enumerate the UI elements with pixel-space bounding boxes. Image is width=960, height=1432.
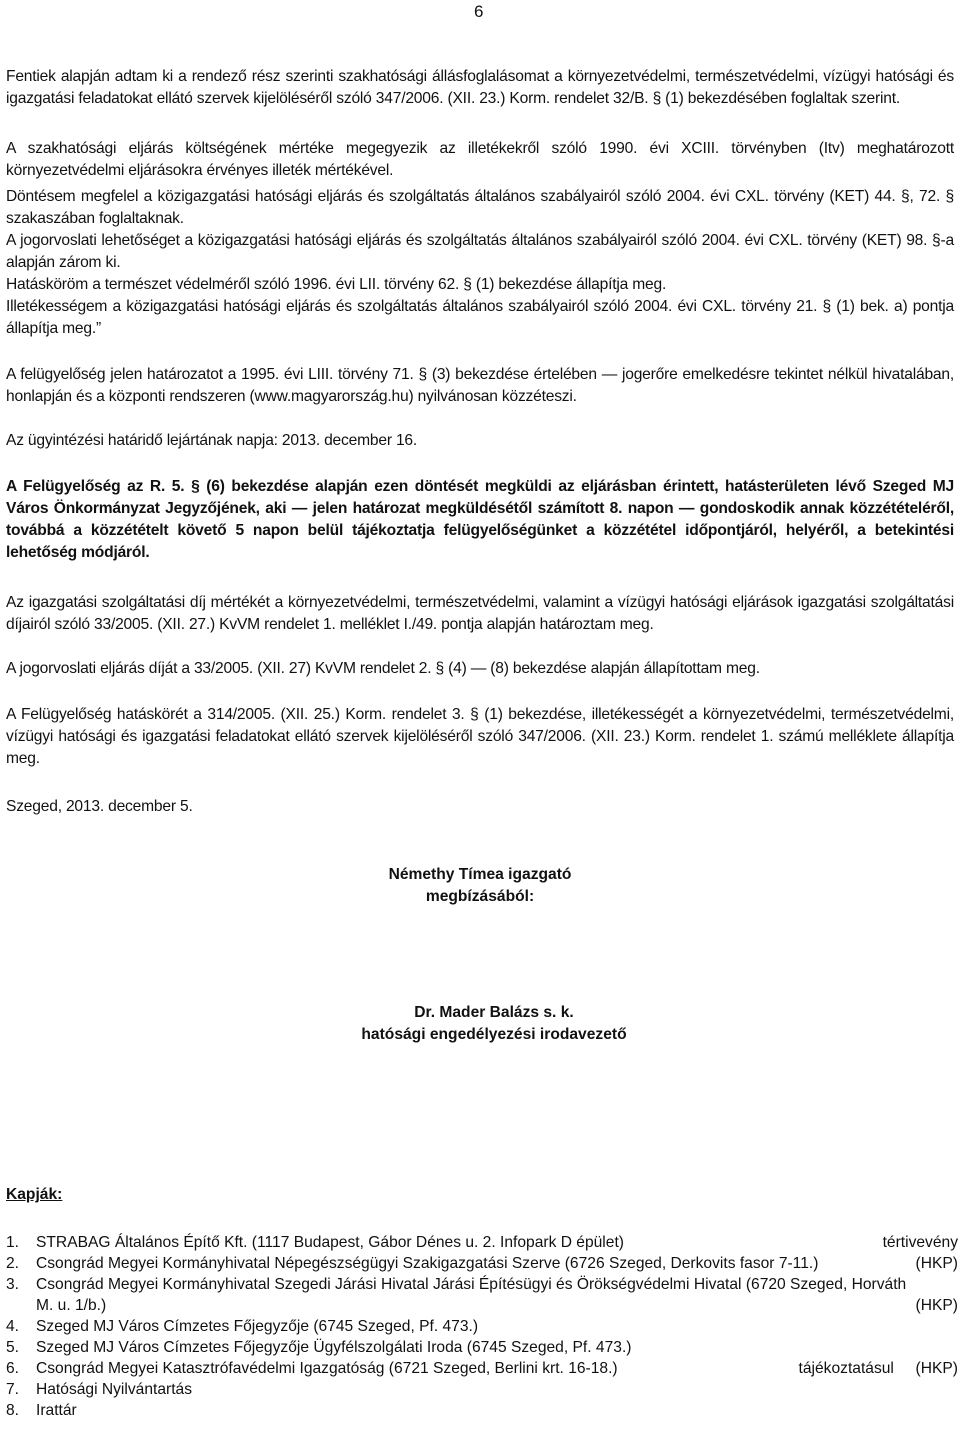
delivery-tag <box>946 1337 958 1358</box>
delivery-tag: tájékoztatásul (HKP) <box>798 1360 958 1377</box>
delivery-tag: (HKP) <box>915 1297 958 1314</box>
delivery-tag <box>946 1379 958 1400</box>
paragraph-basis: Fentiek alapján adtam ki a rendező rész szerinti szakhatósági állásfoglalásomat a környezetvédelmi, természetvédelmi, vízügyi hatósági és igazgatási feladatokat ellátó szervek kijelöléséről szóló 347/2006. (XII. 23.) Korm. rendelet 32/B. § (1) bekezdésében foglaltak szerint. <box>6 68 954 107</box>
paragraph-authority: A Felügyelőség hatáskörét a 314/2005. (XII. 25.) Korm. rendelet 3. § (1) bekezdése, illetékességét a környezetvédelmi, természetvédelmi, vízügyi hatósági és igazgatási feladatokat ellátó szervek kijelöléséről szóló 347/2006. (XII. 23.) Korm. rendelet 1. számú melléklete állapítja meg. <box>6 706 954 767</box>
list-item: 5. Szeged MJ Város Címzetes Főjegyzője Ügyfélszolgálati Iroda (6745 Szeged, Pf. 473.) <box>6 1337 958 1358</box>
delivery-tag <box>946 1400 958 1421</box>
paragraph-remedy: A jogorvoslati lehetőséget a közigazgatási hatósági eljárás és szolgáltatás általános szabályairól szóló 2004. évi CXL. törvény (KET) 98. §-a alapján zárom ki. <box>6 232 954 271</box>
place-date: Szeged, 2013. december 5. <box>6 798 193 815</box>
recipients-list <box>6 1232 958 1421</box>
recipients-title: Kapják: <box>6 1186 63 1203</box>
delivery-tag <box>946 1274 958 1295</box>
delivery-tag: tértivevény <box>882 1234 958 1251</box>
paragraph-fee: Az igazgatási szolgáltatási díj mértékét a környezetvédelmi, természetvédelmi, valamint a vízügyi hatósági eljárások igazgatási szolgáltatási díjairól szóló 33/2005. (XII. 27.) KvVM rendelet 1. melléklet I./49. pontja alapján határoztam meg. <box>6 594 954 633</box>
paragraph-remedy-fee: A jogorvoslati eljárás díját a 33/2005. (XII. 27) KvVM rendelet 2. § (4) — (8) bekezdése alapján állapítottam meg. <box>6 660 760 677</box>
list-item: 2. Csongrád Megyei Kormányhivatal Népegészségügyi Szakigazgatási Szerve (6726 Szeged, Derkovits fasor 7-11.) (HKP) <box>6 1255 958 1272</box>
list-item: 6. Csongrád Megyei Katasztrófavédelmi Igazgatóság (6721 Szeged, Berlini krt. 16-18.) tájékoztatásul (HKP) <box>6 1360 958 1377</box>
paragraph-publication: A felügyelőség jelen határozatot a 1995. évi LIII. törvény 71. § (3) bekezdése értelében — jogerőre emelkedésre tekintet nélkül hivatalában, honlapján és a központi rendszeren (www.magyarország.hu) nyilvánosan közzéteszi. <box>6 366 954 405</box>
paragraph-decision: Döntésem megfelel a közigazgatási hatósági eljárás és szolgáltatás általános szabályairól szóló 2004. évi CXL. törvény (KET) 44. §, 72. § szakaszában foglaltaknak. <box>6 188 954 227</box>
paragraph-deadline: Az ügyintézési határidő lejártának napja: 2013. december 16. <box>6 432 418 449</box>
delivery-tag <box>946 1316 958 1337</box>
paragraph-notice-bold: A Felügyelőség az R. 5. § (6) bekezdése alapján ezen döntését megküldi az eljárásban érintett, hatásterületen lévő Szeged MJ Város Önkormányzat Jegyzőjének, aki — jelen határozat megküldésétől számított 8. napon — gondoskodik annak közzétételéről, továbbá a közzétételt követő 5 napon belül tájékoztatja felügyelőségünket a közzététel időpontjáról, helyéről, a betekintési lehetőség módjáról. <box>6 478 954 561</box>
page-number: 6 <box>474 2 484 21</box>
list-item: 7. Hatósági Nyilvántartás <box>6 1379 958 1400</box>
signer-title: hatósági engedélyezési irodavezető <box>361 1026 627 1043</box>
paragraph-cost: A szakhatósági eljárás költségének mértéke megegyezik az illetékekről szóló 1990. évi XCIII. törvényben (Itv) meghatározott környezetvédelmi eljárásokra érvényes illeték mértékével. <box>6 140 954 179</box>
signatory-line-1: Némethy Tímea igazgató <box>388 866 572 883</box>
delivery-tag: (HKP) <box>915 1255 958 1272</box>
list-item: 1. STRABAG Általános Építő Kft. (1117 Budapest, Gábor Dénes u. 2. Infopark D épület) tértivevény <box>6 1234 958 1251</box>
list-item: 3. Csongrád Megyei Kormányhivatal Szegedi Járási Hivatal Járási Építésügyi és Örökségvédelmi Hivatal (6720 Szeged, Horváth <box>6 1274 958 1295</box>
list-item: M. u. 1/b.) (HKP) <box>36 1297 958 1314</box>
signer-name: Dr. Mader Balázs s. k. <box>414 1004 574 1021</box>
signatory-line-2: megbízásából: <box>425 888 535 905</box>
paragraph-competence: Hatásköröm a természet védelméről szóló 1996. évi LII. törvény 62. § (1) bekezdése állapítja meg. <box>6 276 667 293</box>
list-item: 8. Irattár <box>6 1400 958 1421</box>
list-item: 4. Szeged MJ Város Címzetes Főjegyzője (6745 Szeged, Pf. 473.) <box>6 1316 958 1337</box>
paragraph-jurisdiction: Illetékességem a közigazgatási hatósági eljárás és szolgáltatás általános szabályairól szóló 2004. évi CXL. törvény 21. § (1) bek. a) pontja állapítja meg.” <box>6 298 954 337</box>
